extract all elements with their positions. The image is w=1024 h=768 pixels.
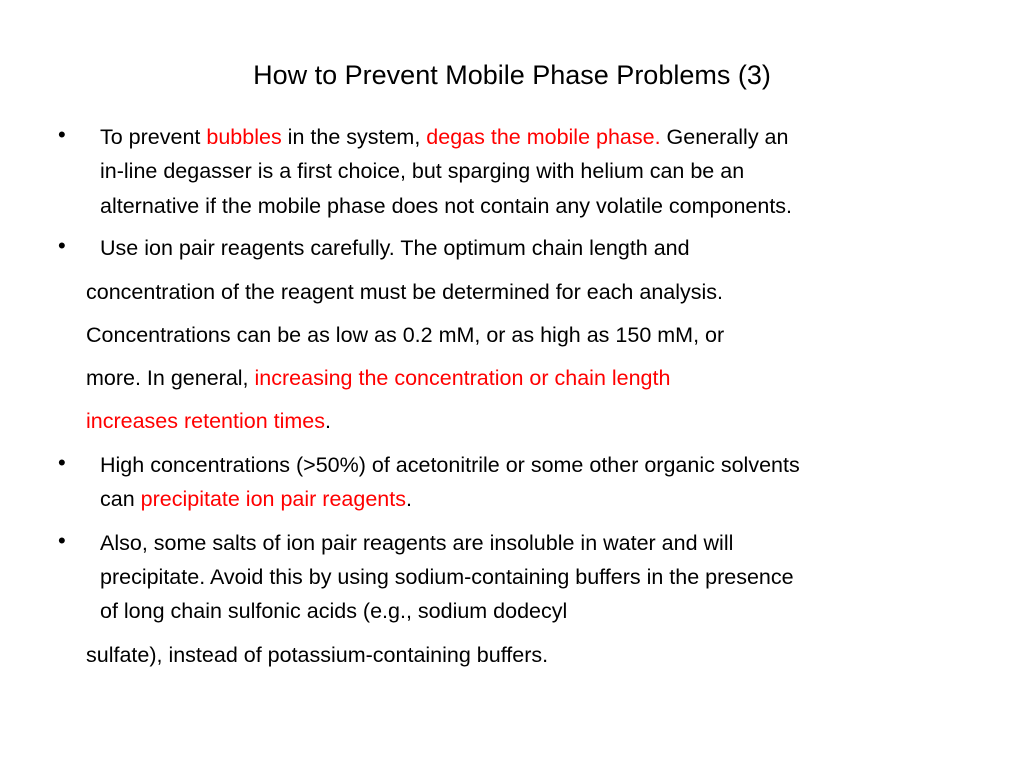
text-segment: more. In general, xyxy=(86,366,255,390)
highlight-bubbles: bubbles xyxy=(206,125,282,149)
bullet-2-line-3: Concentrations can be as low as 0.2 mM, or as high as 150 mM, or xyxy=(86,323,725,347)
highlight-increasing-concentration: increasing the concentration or chain length xyxy=(254,366,671,390)
bullet-4-line-4: sulfate), instead of potassium-containing buffers. xyxy=(86,643,549,667)
bullet-2-line-2: concentration of the reagent must be determined for each analysis. xyxy=(86,280,724,304)
bullet-icon: • xyxy=(58,122,66,147)
bullet-4-line-2: precipitate. Avoid this by using sodium-containing buffers in the presence xyxy=(100,565,794,589)
bullet-1-line-2: in-line degasser is a first choice, but sparging with helium can be an xyxy=(100,159,745,183)
bullet-icon: • xyxy=(58,450,66,475)
text-segment: To prevent xyxy=(100,125,207,149)
bullet-icon: • xyxy=(58,233,66,258)
highlight-increases-retention: increases retention times xyxy=(86,409,325,433)
text-segment: in the system, xyxy=(281,125,427,149)
bullet-4-line-3: of long chain sulfonic acids (e.g., sodium dodecyl xyxy=(100,599,568,623)
slide-title: How to Prevent Mobile Phase Problems (3) xyxy=(253,60,771,90)
bullet-1-line-1 xyxy=(100,122,788,152)
bullet-icon: • xyxy=(58,528,66,553)
text-segment: can xyxy=(100,487,141,511)
bullet-3-line-1: High concentrations (>50%) of acetonitrile or some other organic solvents xyxy=(100,453,800,477)
text-segment: . xyxy=(325,409,331,433)
text-segment: Generally an xyxy=(660,125,789,149)
bullet-2-line-4 xyxy=(86,363,670,393)
highlight-precipitate: precipitate ion pair reagents xyxy=(140,487,406,511)
bullet-3-line-2 xyxy=(100,484,412,514)
bullet-1-line-3: alternative if the mobile phase does not contain any volatile components. xyxy=(100,194,793,218)
bullet-4-line-1: Also, some salts of ion pair reagents are insoluble in water and will xyxy=(100,531,734,555)
bullet-2-line-1: Use ion pair reagents carefully. The optimum chain length and xyxy=(100,236,690,260)
highlight-degas: degas the mobile phase. xyxy=(426,125,661,149)
text-segment: . xyxy=(405,487,412,511)
bullet-2-line-5 xyxy=(86,406,331,436)
